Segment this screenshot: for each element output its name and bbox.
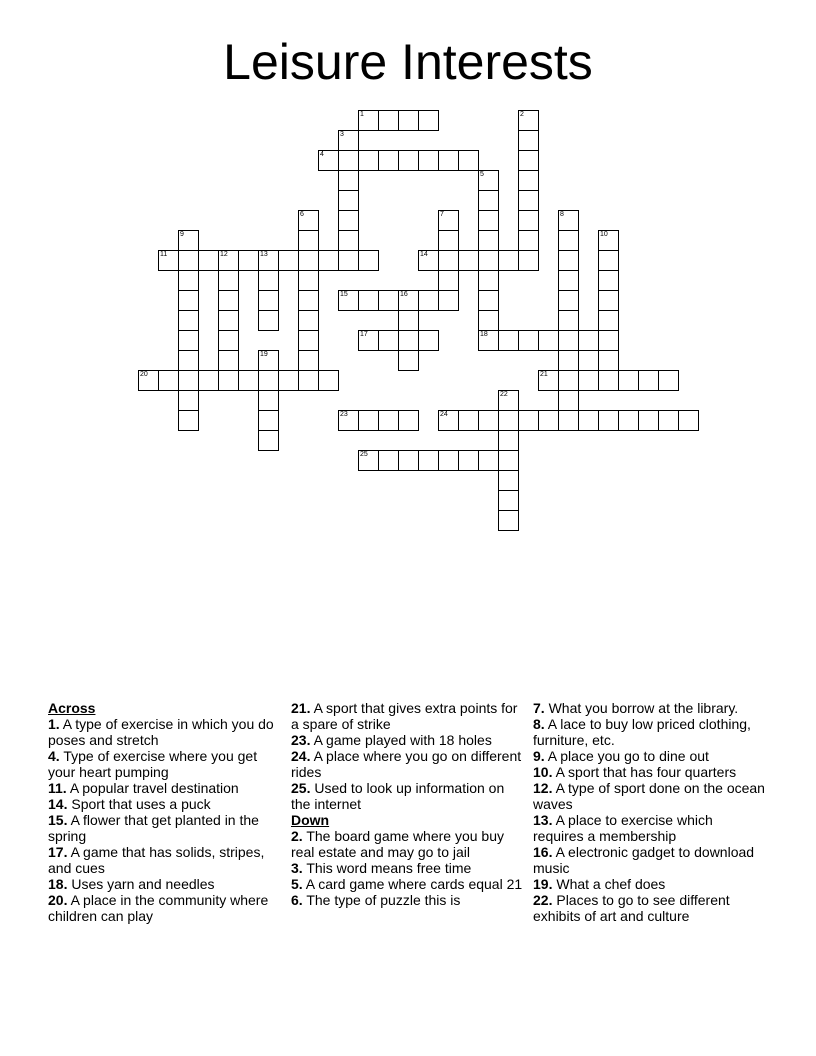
grid-cell[interactable]: [178, 290, 199, 311]
grid-cell[interactable]: [338, 170, 359, 191]
clue-number-label: 22.: [533, 892, 553, 908]
grid-cell[interactable]: [218, 290, 239, 311]
grid-cell[interactable]: [178, 250, 199, 271]
clue-item: [291, 892, 523, 908]
grid-cell[interactable]: [538, 410, 559, 431]
grid-cell[interactable]: [518, 210, 539, 231]
clue-item: [48, 844, 280, 876]
clue-number: 14: [420, 251, 428, 258]
grid-cell[interactable]: [338, 410, 359, 431]
grid-cell[interactable]: [518, 410, 539, 431]
grid-cell[interactable]: [598, 330, 619, 351]
clue-text: Used to look up information on the internet: [291, 780, 505, 812]
grid-cell[interactable]: [438, 410, 459, 431]
grid-cell[interactable]: [618, 370, 639, 391]
grid-cell[interactable]: [338, 230, 359, 251]
grid-cell[interactable]: [178, 410, 199, 431]
clue-number: 12: [220, 251, 228, 258]
clue-item: [48, 892, 280, 924]
grid-cell[interactable]: [578, 410, 599, 431]
grid-cell[interactable]: [338, 250, 359, 271]
clue-number-label: 15.: [48, 812, 68, 828]
grid-cell[interactable]: [558, 390, 579, 411]
clue-text: A type of sport done on the ocean waves: [533, 780, 765, 812]
grid-cell[interactable]: [398, 290, 419, 311]
grid-cell[interactable]: [258, 370, 279, 391]
grid-cell[interactable]: [298, 290, 319, 311]
grid-cell[interactable]: [358, 410, 379, 431]
grid-cell[interactable]: [338, 290, 359, 311]
down-clue-list: [291, 828, 523, 908]
clue-number: 20: [140, 371, 148, 378]
clue-number-label: 13.: [533, 812, 553, 828]
grid-cell[interactable]: [318, 370, 339, 391]
grid-cell[interactable]: [598, 410, 619, 431]
grid-cell[interactable]: [398, 350, 419, 371]
clue-item: [48, 812, 280, 844]
grid-cell[interactable]: [558, 370, 579, 391]
grid-cell[interactable]: [418, 290, 439, 311]
clue-number: 11: [160, 251, 168, 258]
grid-cell[interactable]: [218, 370, 239, 391]
grid-cell[interactable]: [338, 210, 359, 231]
grid-cell[interactable]: [498, 490, 519, 511]
grid-cell[interactable]: [518, 170, 539, 191]
grid-cell[interactable]: [638, 370, 659, 391]
clue-item: [291, 780, 523, 812]
clue-text: What a chef does: [552, 876, 666, 892]
down-header: Down: [291, 812, 330, 828]
grid-cell[interactable]: [398, 450, 419, 471]
grid-cell[interactable]: [418, 110, 439, 131]
grid-cell[interactable]: [178, 330, 199, 351]
clue-item: [48, 876, 280, 892]
grid-cell[interactable]: [158, 250, 179, 271]
clue-text: Sport that uses a puck: [67, 796, 211, 812]
grid-cell[interactable]: [638, 410, 659, 431]
clue-number: 18: [480, 331, 488, 338]
grid-cell[interactable]: [498, 430, 519, 451]
grid-cell[interactable]: [478, 250, 499, 271]
grid-cell[interactable]: [458, 150, 479, 171]
clue-number-label: 21.: [291, 700, 311, 716]
grid-cell[interactable]: [318, 250, 339, 271]
clue-text: A place you go to dine out: [544, 748, 709, 764]
across-header: Across: [48, 700, 96, 716]
grid-cell[interactable]: [258, 310, 279, 331]
grid-cell[interactable]: [138, 370, 159, 391]
clues-column-1: [48, 700, 280, 924]
clue-number: 19: [260, 351, 268, 358]
grid-cell[interactable]: [598, 350, 619, 371]
grid-cell[interactable]: [418, 250, 439, 271]
grid-cell[interactable]: [358, 250, 379, 271]
clue-text: A type of exercise in which you do poses and stretch: [48, 716, 274, 748]
grid-cell[interactable]: [558, 350, 579, 371]
grid-cell[interactable]: [558, 330, 579, 351]
clue-text: A place where you go on different rides: [291, 748, 522, 780]
grid-cell[interactable]: [478, 450, 499, 471]
grid-cell[interactable]: [518, 230, 539, 251]
clue-number-label: 7.: [533, 700, 545, 716]
clue-number: 8: [560, 211, 564, 218]
grid-cell[interactable]: [298, 270, 319, 291]
grid-cell[interactable]: [498, 330, 519, 351]
clue-text: The type of puzzle this is: [302, 892, 461, 908]
grid-cell[interactable]: [478, 210, 499, 231]
clue-number: 2: [520, 111, 524, 118]
grid-cell[interactable]: [598, 310, 619, 331]
clue-item: [533, 716, 765, 748]
clue-text: A lace to buy low priced clothing, furniture, etc.: [533, 716, 751, 748]
grid-cell[interactable]: [258, 410, 279, 431]
clue-number: 5: [480, 171, 484, 178]
clue-text: What you borrow at the library.: [544, 700, 739, 716]
clue-text: A sport that gives extra points for a spare of strike: [291, 700, 518, 732]
clue-number-label: 8.: [533, 716, 545, 732]
grid-cell[interactable]: [298, 210, 319, 231]
grid-cell[interactable]: [478, 190, 499, 211]
down-clue-list-continued: [533, 700, 765, 924]
grid-cell[interactable]: [478, 230, 499, 251]
grid-cell[interactable]: [298, 350, 319, 371]
grid-cell[interactable]: [438, 230, 459, 251]
clue-item: [291, 732, 523, 748]
clue-number-label: 5.: [291, 876, 303, 892]
clue-number: 10: [600, 231, 608, 238]
clue-number-label: 9.: [533, 748, 545, 764]
clue-number-label: 23.: [291, 732, 311, 748]
grid-cell[interactable]: [258, 270, 279, 291]
clue-text: A game played with 18 holes: [310, 732, 492, 748]
grid-cell[interactable]: [158, 370, 179, 391]
clue-number-label: 4.: [48, 748, 60, 764]
clue-number: 16: [400, 291, 408, 298]
grid-cell[interactable]: [538, 370, 559, 391]
grid-cell[interactable]: [458, 250, 479, 271]
grid-cell[interactable]: [478, 170, 499, 191]
page-title: Leisure Interests: [223, 34, 593, 90]
clue-number-label: 16.: [533, 844, 553, 860]
grid-cell[interactable]: [338, 190, 359, 211]
grid-cell[interactable]: [498, 450, 519, 471]
grid-cell[interactable]: [558, 230, 579, 251]
clue-number-label: 19.: [533, 876, 553, 892]
grid-cell[interactable]: [658, 370, 679, 391]
clue-item: [533, 748, 765, 764]
grid-cell[interactable]: [358, 450, 379, 471]
clue-item: [533, 764, 765, 780]
clue-item: [291, 828, 523, 860]
clue-number: 24: [440, 411, 448, 418]
grid-cell[interactable]: [578, 370, 599, 391]
clue-item: [48, 780, 280, 796]
clue-number: 9: [180, 231, 184, 238]
clue-number: 4: [320, 151, 324, 158]
grid-cell[interactable]: [178, 350, 199, 371]
clue-text: A sport that has four quarters: [552, 764, 737, 780]
clue-text: Type of exercise where you get your heart pumping: [48, 748, 258, 780]
grid-cell[interactable]: [418, 450, 439, 471]
grid-cell[interactable]: [558, 310, 579, 331]
clue-text: A popular travel destination: [66, 780, 239, 796]
clue-number: 23: [340, 411, 348, 418]
grid-cell[interactable]: [498, 510, 519, 531]
clue-item: [48, 796, 280, 812]
clue-number-label: 17.: [48, 844, 68, 860]
clue-number: 25: [360, 451, 368, 458]
grid-cell[interactable]: [518, 150, 539, 171]
grid-cell[interactable]: [398, 410, 419, 431]
clue-item: [48, 748, 280, 780]
clue-text: A electronic gadget to download music: [533, 844, 755, 876]
grid-cell[interactable]: [578, 330, 599, 351]
clue-number-label: 24.: [291, 748, 311, 764]
grid-cell[interactable]: [518, 250, 539, 271]
grid-cell[interactable]: [338, 150, 359, 171]
grid-cell[interactable]: [438, 450, 459, 471]
clue-text: A game that has solids, stripes, and cues: [48, 844, 265, 876]
grid-cell[interactable]: [318, 150, 339, 171]
clue-number-label: 3.: [291, 860, 303, 876]
grid-cell[interactable]: [278, 250, 299, 271]
grid-cell[interactable]: [258, 430, 279, 451]
grid-cell[interactable]: [298, 250, 319, 271]
clue-text: A flower that get planted in the spring: [48, 812, 259, 844]
grid-cell[interactable]: [558, 290, 579, 311]
clue-number-label: 2.: [291, 828, 303, 844]
grid-cell[interactable]: [218, 350, 239, 371]
clue-number-label: 12.: [533, 780, 553, 796]
clue-number: 3: [340, 131, 344, 138]
across-clue-list: [48, 716, 280, 924]
clue-item: [291, 860, 523, 876]
clue-number-label: 18.: [48, 876, 68, 892]
grid-cell[interactable]: [458, 450, 479, 471]
grid-cell[interactable]: [358, 150, 379, 171]
clue-text: The board game where you buy real estate and may go to jail: [291, 828, 504, 860]
grid-cell[interactable]: [378, 110, 399, 131]
clue-number-label: 20.: [48, 892, 68, 908]
grid-cell[interactable]: [358, 330, 379, 351]
grid-cell[interactable]: [438, 210, 459, 231]
grid-cell[interactable]: [518, 190, 539, 211]
grid-cell[interactable]: [178, 310, 199, 331]
grid-cell[interactable]: [398, 310, 419, 331]
grid-cell[interactable]: [598, 370, 619, 391]
grid-cell[interactable]: [598, 250, 619, 271]
grid-cell[interactable]: [298, 330, 319, 351]
clue-item: [533, 892, 765, 924]
grid-cell[interactable]: [498, 390, 519, 411]
grid-cell[interactable]: [398, 110, 419, 131]
grid-cell[interactable]: [238, 250, 259, 271]
clue-number-label: 25.: [291, 780, 311, 796]
grid-cell[interactable]: [458, 410, 479, 431]
grid-cell[interactable]: [478, 330, 499, 351]
clues-column-2: [291, 700, 523, 908]
grid-cell[interactable]: [198, 370, 219, 391]
grid-cell[interactable]: [298, 230, 319, 251]
grid-cell[interactable]: [558, 210, 579, 231]
clue-text: A place in the community where children can play: [48, 892, 269, 924]
grid-cell[interactable]: [418, 150, 439, 171]
grid-cell[interactable]: [558, 410, 579, 431]
grid-cell[interactable]: [218, 270, 239, 291]
grid-cell[interactable]: [478, 410, 499, 431]
grid-cell[interactable]: [258, 290, 279, 311]
grid-cell[interactable]: [558, 250, 579, 271]
grid-cell[interactable]: [598, 230, 619, 251]
across-clue-list-continued: [291, 700, 523, 812]
grid-cell[interactable]: [198, 250, 219, 271]
grid-cell[interactable]: [258, 250, 279, 271]
grid-cell[interactable]: [298, 310, 319, 331]
clue-number: 6: [300, 211, 304, 218]
grid-cell[interactable]: [258, 390, 279, 411]
clue-number: 1: [360, 111, 364, 118]
clue-item: [291, 748, 523, 780]
clue-number-label: 1.: [48, 716, 60, 732]
clue-item: [291, 876, 523, 892]
clue-text: Uses yarn and needles: [67, 876, 215, 892]
grid-cell[interactable]: [178, 390, 199, 411]
clue-item: [533, 812, 765, 844]
clue-number: 17: [360, 331, 368, 338]
grid-cell[interactable]: [338, 130, 359, 151]
grid-cell[interactable]: [438, 270, 459, 291]
grid-cell[interactable]: [378, 410, 399, 431]
clue-number: 7: [440, 211, 444, 218]
clue-number: 22: [500, 391, 508, 398]
grid-cell[interactable]: [438, 250, 459, 271]
clue-item: [533, 876, 765, 892]
grid-cell[interactable]: [498, 250, 519, 271]
grid-cell[interactable]: [518, 330, 539, 351]
grid-cell[interactable]: [298, 370, 319, 391]
clue-text: A place to exercise which requires a membership: [533, 812, 713, 844]
clue-number: 15: [340, 291, 348, 298]
grid-cell[interactable]: [218, 330, 239, 351]
grid-cell[interactable]: [478, 310, 499, 331]
grid-cell[interactable]: [518, 130, 539, 151]
grid-cell[interactable]: [598, 290, 619, 311]
grid-cell[interactable]: [478, 270, 499, 291]
clue-item: [48, 716, 280, 748]
grid-cell[interactable]: [218, 310, 239, 331]
clue-number-label: 14.: [48, 796, 68, 812]
clue-item: [533, 844, 765, 876]
clue-text: Places to go to see different exhibits of art and culture: [533, 892, 730, 924]
grid-cell[interactable]: [398, 330, 419, 351]
grid-cell[interactable]: [418, 330, 439, 351]
grid-cell[interactable]: [178, 230, 199, 251]
clue-number-label: 6.: [291, 892, 303, 908]
grid-cell[interactable]: [258, 350, 279, 371]
grid-cell[interactable]: [438, 150, 459, 171]
clue-number: 21: [540, 371, 548, 378]
grid-cell[interactable]: [178, 270, 199, 291]
grid-cell[interactable]: [658, 410, 679, 431]
clue-text: A card game where cards equal 21: [302, 876, 523, 892]
clue-number: 13: [260, 251, 268, 258]
grid-cell[interactable]: [518, 110, 539, 131]
grid-cell[interactable]: [618, 410, 639, 431]
grid-cell[interactable]: [438, 290, 459, 311]
grid-cell[interactable]: [398, 150, 419, 171]
grid-cell[interactable]: [218, 250, 239, 271]
grid-cell[interactable]: [498, 470, 519, 491]
grid-cell[interactable]: [678, 410, 699, 431]
grid-cell[interactable]: [378, 330, 399, 351]
grid-cell[interactable]: [558, 270, 579, 291]
clues-column-3: [533, 700, 765, 924]
grid-cell[interactable]: [538, 330, 559, 351]
grid-cell[interactable]: [358, 110, 379, 131]
clue-item: [533, 780, 765, 812]
grid-cell[interactable]: [598, 270, 619, 291]
grid-cell[interactable]: [178, 370, 199, 391]
grid-cell[interactable]: [378, 450, 399, 471]
grid-cell[interactable]: [378, 290, 399, 311]
clue-text: This word means free time: [302, 860, 472, 876]
clue-item: [291, 700, 523, 732]
clue-item: [533, 700, 765, 716]
grid-cell[interactable]: [358, 290, 379, 311]
grid-cell[interactable]: [238, 370, 259, 391]
grid-cell[interactable]: [478, 290, 499, 311]
grid-cell[interactable]: [378, 150, 399, 171]
grid-cell[interactable]: [278, 370, 299, 391]
grid-cell[interactable]: [498, 410, 519, 431]
clue-number-label: 11.: [48, 780, 67, 796]
clue-number-label: 10.: [533, 764, 553, 780]
